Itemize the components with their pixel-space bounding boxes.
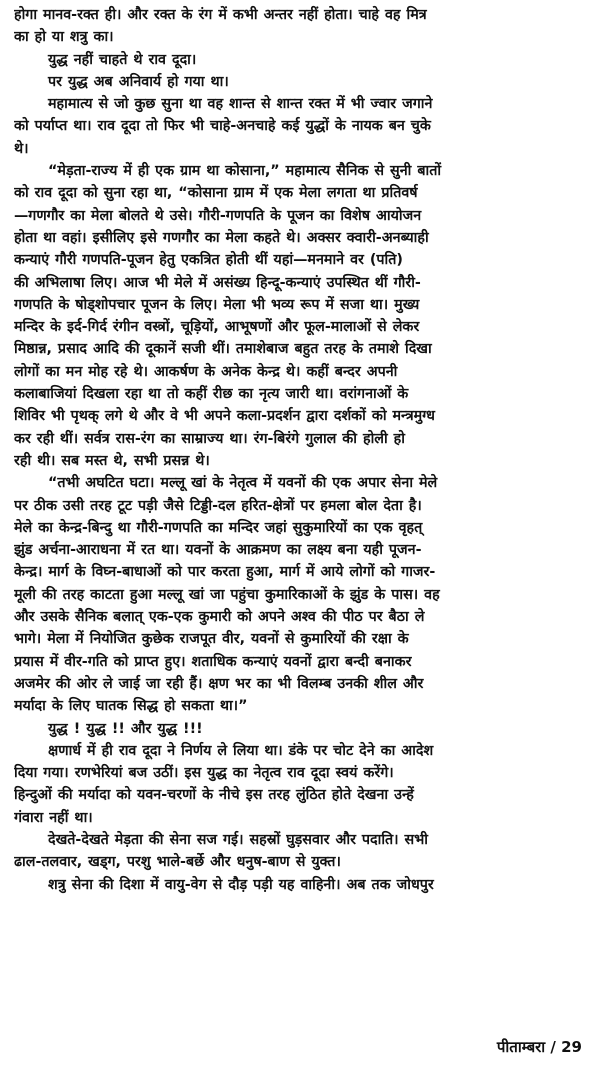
text-line: —गणगौर का मेला बोलते थे उसे। गौरी-गणपति के पूजन का विशेष आयोजन [14,207,422,224]
text-line: झुंड अर्चना-आराधना में रत था। यवनों के आक्रमण का लक्ष्य बना यही पूजन- [14,542,422,559]
text-line: होगा मानव-रक्त ही। और रक्त के रंग में कभी अन्तर नहीं होता। चाहे वह मित्र [14,7,427,23]
text-line: की अभिलाषा लिए। आज भी मेले में असंख्य हिन्दू-कन्याएं उपस्थित थीं गौरी- [14,274,421,291]
footer-separator: / [550,1038,556,1056]
text-line: ढाल-तलवार, खड्ग, परशु भाले-बर्छे और धनुष-बाण से युक्त। [14,854,341,871]
paragraph [14,740,588,829]
text-line: शत्रु सेना की दिशा में वायु-वेग से दौड़ पड़ी यह वाहिनी। अब तक जोधपुर [48,876,434,893]
text-line: मेले का केन्द्र-बिन्दु था गौरी-गणपति का मन्दिर जहां सुकुमारियों का एक वृहत् [14,519,423,536]
paragraph [14,829,588,874]
text-line: को राव दूदा को सुना रहा था, “कोसाना ग्राम में एक मेला लगता था प्रतिवर्ष [14,185,418,202]
paragraph [14,49,588,71]
paragraph [14,93,588,160]
paragraph [14,472,588,717]
text-line: कन्याएं गौरी गणपति-पूजन हेतु एकत्रित होती थीं यहां—मनमाने वर (पति) [14,252,403,269]
text-line: का हो या शत्रु का। [14,29,114,46]
text-line: देखते-देखते मेड़ता की सेना सज गई। सहस्रों घुड़सवार और पदाति। सभी [48,831,428,848]
text-line: शिविर भी पृथक् लगे थे और वे भी अपने कला-प्रदर्शन द्वारा दर्शकों को मन्त्रमुग्ध [14,408,435,425]
text-line: हिन्दुओं की मर्यादा को यवन-चरणों के नीचे इस तरह लुंठित होते देखना उन्हें [14,787,414,804]
text-line: को पर्याप्त था। राव दूदा तो फिर भी चाहे-अनचाहे कई युद्धों के नायक बन चुके [14,118,431,135]
text-line: लोगों का मन मोह रहे थे। आकर्षण के अनेक केन्द्र थे। कहीं बन्दर अपनी [14,363,398,380]
paragraph [14,718,588,740]
text-line: मिष्ठान्न, प्रसाद आदि की दूकानें सजी थीं। तमाशेबाज बहुत तरह के तमाशे दिखा [14,341,432,358]
text-line: महामात्य से जो कुछ सुना था वह शान्त से शान्त रक्त में भी ज्वार जगाने [48,96,433,113]
text-line: थे। [14,140,29,157]
running-title: पीताम्बरा [496,1038,546,1056]
text-line: दिया गया। रणभेरियां बज उठीं। इस युद्ध का नेतृत्व राव दूदा स्वयं करेंगे। [14,765,394,782]
paragraph [14,160,588,472]
page-number: 29 [561,1038,582,1056]
text-line: क्षणार्ध में ही राव दूदा ने निर्णय ले लिया था। डंके पर चोट देने का आदेश [48,742,434,759]
text-line: रही थी। सब मस्त थे, सभी प्रसन्न थे। [14,452,210,469]
text-line: पर युद्ध अब अनिवार्य हो गया था। [48,73,229,90]
text-line: “तभी अघटित घटा। मल्लू खां के नेतृत्व में यवनों की एक अपार सेना मेले [48,475,438,492]
text-line: मूली की तरह काटता हुआ मल्लू खां जा पहुंचा कुमारिकाओं के झुंड के पास। वह [14,586,440,603]
body-text [14,4,588,896]
text-line: “मेड़ता-राज्य में ही एक ग्राम था कोसाना,” महामात्य सैनिक से सुनी बातों [48,163,442,180]
text-line: अजमेर की ओर ले जाई जा रही हैं। क्षण भर का भी विलम्ब उनकी शील और [14,675,424,692]
paragraph [14,874,588,896]
text-line: कर रही थीं। सर्वत्र रास-रंग का साम्राज्य था। रंग-बिरंगे गुलाल की होली हो [14,430,405,447]
page-footer [497,1036,582,1058]
paragraph [14,4,588,49]
text-line: गंवारा नहीं था। [14,809,93,826]
text-line: प्रयास में वीर-गति को प्राप्त हुए। शताधिक कन्याएं यवनों द्वारा बन्दी बनाकर [14,653,412,670]
text-line: मर्यादा के लिए घातक सिद्ध हो सकता था।” [14,698,248,715]
text-line: युद्ध नहीं चाहते थे राव दूदा। [48,51,197,68]
text-line: भागे। मेला में नियोजित कुछेक राजपूत वीर, यवनों से कुमारियों की रक्षा के [14,631,409,648]
text-line: केन्द्र। मार्ग के विघ्न-बाधाओं को पार करता हुआ, मार्ग में आये लोगों को गाजर- [14,564,436,581]
text-line: होता था वहां। इसीलिए इसे गणगौर का मेला कहते थे। अक्सर क्वारी-अनब्याही [14,229,429,246]
text-line: गणपति के षोड्शोपचार पूजन के लिए। मेला भी भव्य रूप में सजा था। मुख्य [14,296,420,313]
text-line: मन्दिर के इर्द-गिर्द रंगीन वस्त्रों, चूड़ियों, आभूषणों और फूल-मालाओं से लेकर [14,319,420,336]
paragraph [14,71,588,93]
text-line: कलाबाजियां दिखला रहा था तो कहीं रीछ का नृत्य जारी था। वरांगनाओं के [14,386,409,403]
text-line: पर ठीक उसी तरह टूट पड़ी जैसे टिड्डी-दल हरित-क्षेत्रों पर हमला बोल देता है। [14,497,422,514]
text-line: युद्ध ! युद्ध !! और युद्ध !!! [48,720,203,737]
text-line: और उसके सैनिक बलात् एक-एक कुमारी को अपने अश्व की पीठ पर बैठा ले [14,609,425,626]
